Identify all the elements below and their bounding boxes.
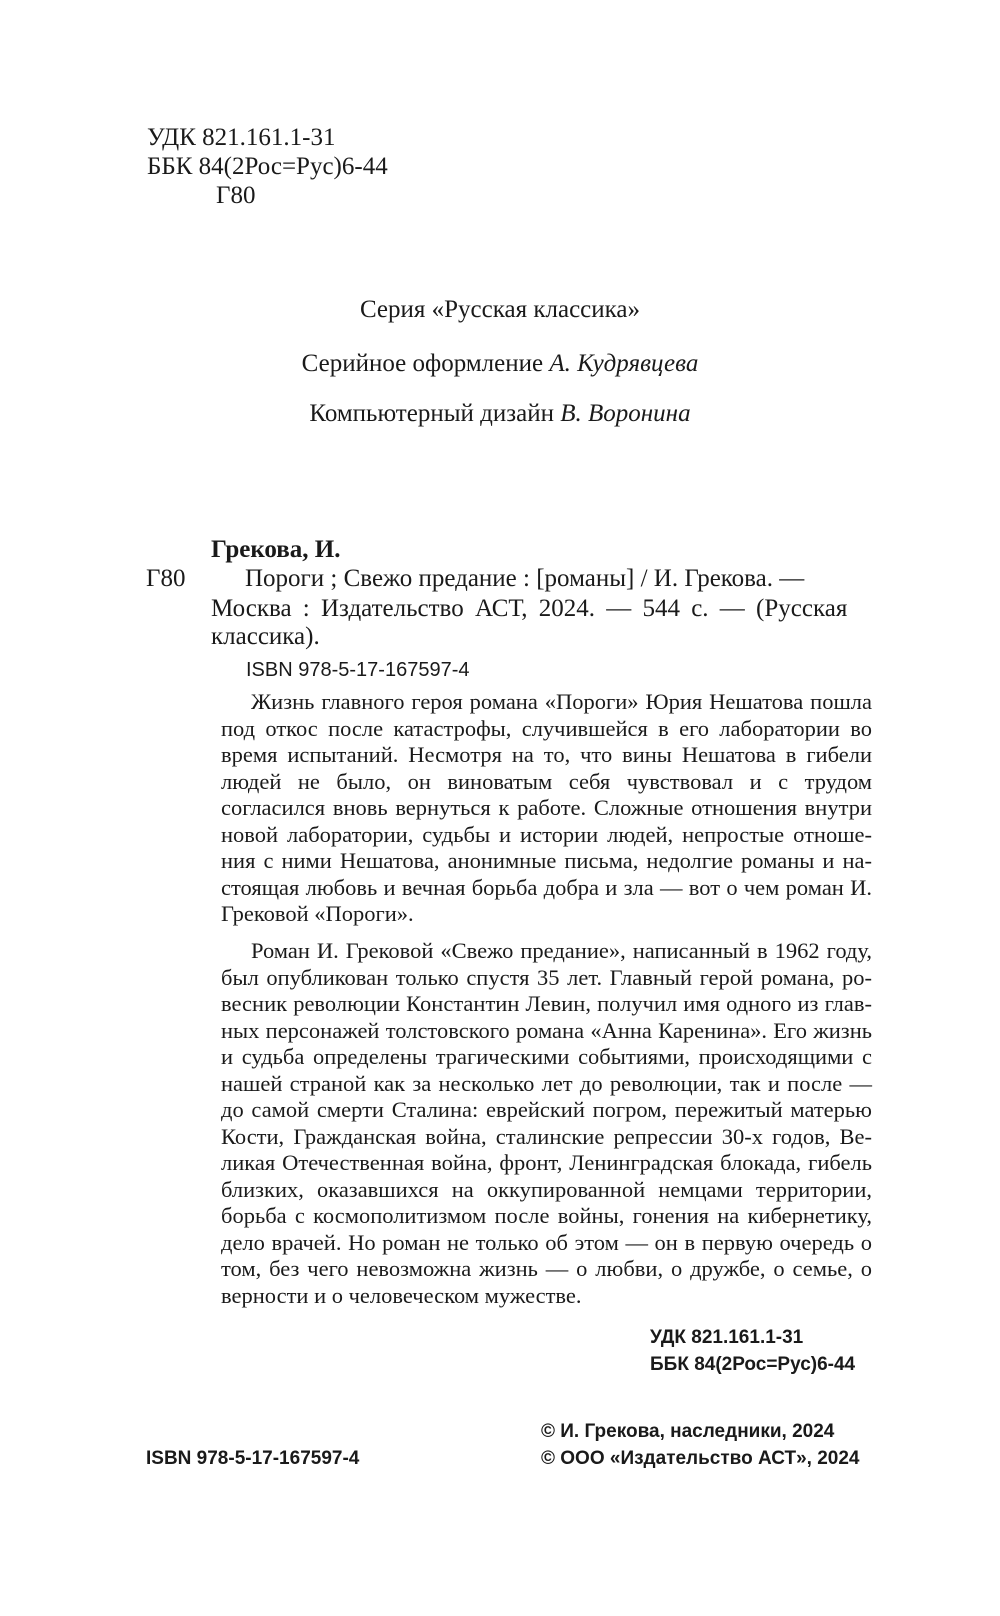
footer-bbk: ББК 84(2Рос=Рус)6-44 [650, 1354, 856, 1375]
title-line-3: классика). [211, 623, 320, 650]
computer-label: Компьютерный дизайн [309, 400, 554, 427]
copyright-author: © И. Грекова, наследники, 2024 [541, 1421, 835, 1442]
bbk-code: ББК 84(2Рос=Рус)6-44 [147, 153, 388, 180]
design-label: Серийное оформление [301, 350, 544, 377]
series-line: Серия «Русская классика» [359, 296, 641, 323]
record-mark: Г80 [146, 565, 186, 592]
title-line-1: Пороги ; Свежо предание : [романы] / И. Грекова. — [245, 565, 805, 592]
computer-design-credit [0, 400, 1000, 428]
computer-person: В. Воронина [560, 400, 691, 427]
author-mark: Г80 [216, 182, 256, 209]
annotation-paragraph-1: Жизнь главного героя романа «Пороги» Юрия Нешатова пошла под откос после катастрофы, случившейся в его лаборатории во время испытаний. Несмотря на то, что вины Нешатова в гибели людей не было, он виноватым себя чувствовал и с трудом согласился вновь вернуться к работе. Сложные отношения внутри новой лаборатории, судьбы и истории людей, непростые отношения с ними Нешатова, анонимные письма, недолгие романы и настоящая любовь и вечная борьба добра и зла — вот о чем роман И. Грековой «Пороги». [221, 689, 872, 926]
copyright-publisher: © ООО «Издательство АСТ», 2024 [541, 1448, 860, 1469]
footer-isbn: ISBN 978-5-17-167597-4 [146, 1448, 360, 1469]
author-heading: Грекова, И. [211, 536, 341, 563]
record-isbn: ISBN 978-5-17-167597-4 [246, 659, 470, 681]
footer-udk: УДК 821.161.1-31 [650, 1327, 804, 1348]
annotation-paragraph-2: Роман И. Грековой «Свежо предание», написанный в 1962 году, был опубликован только спустя 35 лет. Главный герой романа, ровесник революции Константин Левин, получил имя одного из главных персонажей толстовского романа «Анна Каренина». Его жизнь и судьба определены трагическими событиями, происходящими с нашей страной как за несколько лет до революции, так и после — до самой смерти Сталина: еврейский погром, пережитый матерью Кости, Гражданская война, сталинские репрессии 30-х годов, Великая Отечественная война, фронт, Ленинградская блокада, гибель близких, оказавшихся на оккупированной немцами территории, борьба с космополитизмом после войны, гонения на кибернетику, дело врачей. Но роман не только об этом — он в первую очередь о том, без чего невозможна жизнь — о любви, о дружбе, о семье, о верности и о человеческом мужестве. [221, 938, 872, 1308]
udk-code: УДК 821.161.1-31 [147, 124, 336, 151]
series-design-credit [0, 350, 1000, 378]
design-person: А. Кудрявцева [549, 350, 699, 377]
title-line-2: Москва : Издательство АСТ, 2024. — 544 с. — (Русская [211, 595, 848, 622]
